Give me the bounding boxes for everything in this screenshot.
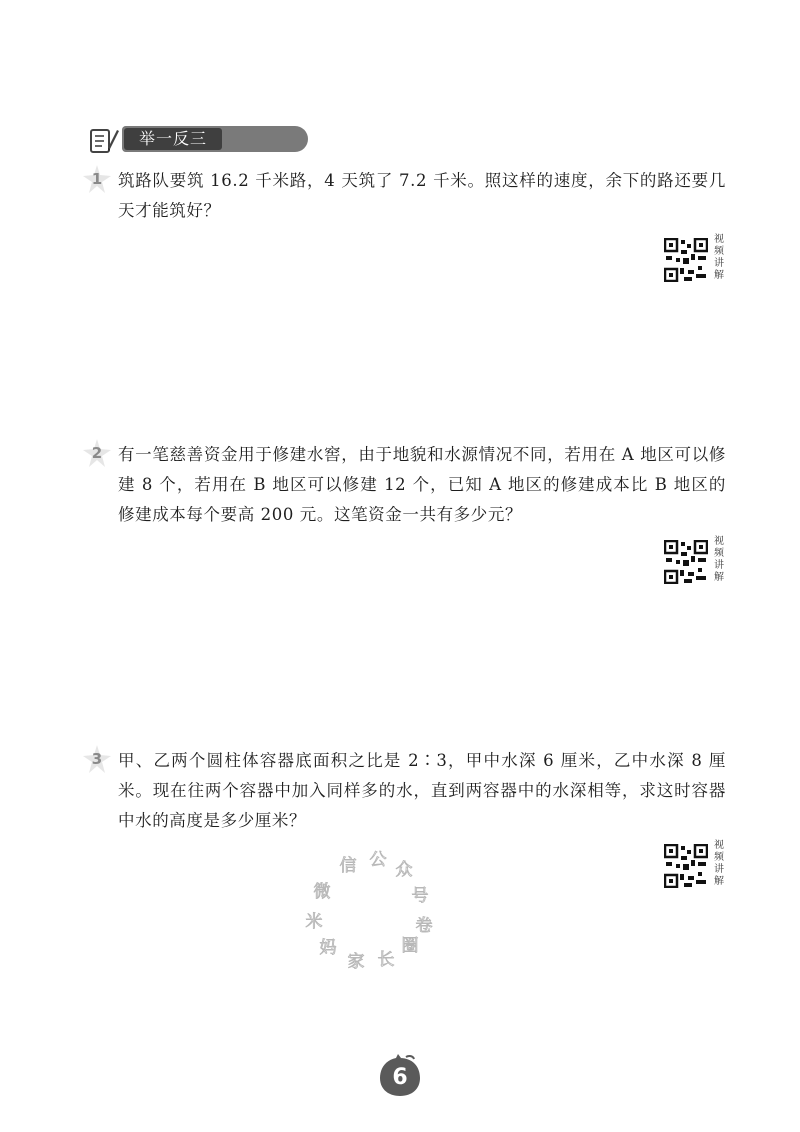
qr-label: 视 频 讲 解 [714,234,724,281]
page-number: 6 [392,1065,408,1090]
svg-text:信: 信 [339,856,357,876]
svg-text:家: 家 [347,952,365,972]
svg-text:众: 众 [395,860,413,880]
svg-text:号: 号 [411,886,429,906]
qr-label: 视 频 讲 解 [714,840,724,887]
qr-code-icon[interactable] [664,238,708,282]
qr-code-icon[interactable] [664,844,708,888]
problem-number-badge [82,164,112,194]
problem-number: 2 [91,444,103,462]
problem-text: 甲、乙两个圆柱体容器底面积之比是 2∶3，甲中水深 6 厘米，乙中水深 8 厘米。现在往两个容器中加入同样多的水，直到两容器中的水深相等，求这时容器中水的高度是多少厘米？ [118,751,726,830]
page-number-badge [376,1054,424,1100]
svg-text:妈: 妈 [319,938,337,958]
pencil-notebook-icon [88,124,120,154]
problem-text: 有一笔慈善资金用于修建水窖，由于地貌和水源情况不同，若用在 A 地区可以修建 8 个，若用在 B 地区可以修建 12 个，已知 A 地区的修建成本比 B 地区的修建成本每个要高 200 元。这笔资金一共有多少元？ [118,445,726,524]
watermark-seal-char: 微 [313,882,331,902]
svg-text:米: 米 [305,912,323,932]
svg-text:长: 长 [377,950,395,970]
problem-number-badge [82,744,112,774]
qr-label: 视 频 讲 解 [714,536,724,583]
problem-number: 3 [91,750,103,768]
svg-text:圈: 圈 [401,936,419,956]
problem-text: 筑路队要筑 16.2 千米路，4 天筑了 7.2 千米。照这样的速度，余下的路还要几天才能筑好？ [118,171,726,220]
problem-number: 1 [91,170,103,188]
section-tag [122,126,308,152]
problem-number-badge [82,438,112,468]
watermark-seal [300,845,440,985]
qr-code-icon[interactable] [664,540,708,584]
svg-text:卷: 卷 [415,916,433,936]
svg-text:公: 公 [369,850,387,870]
section-title: 举一反三 [124,128,222,150]
